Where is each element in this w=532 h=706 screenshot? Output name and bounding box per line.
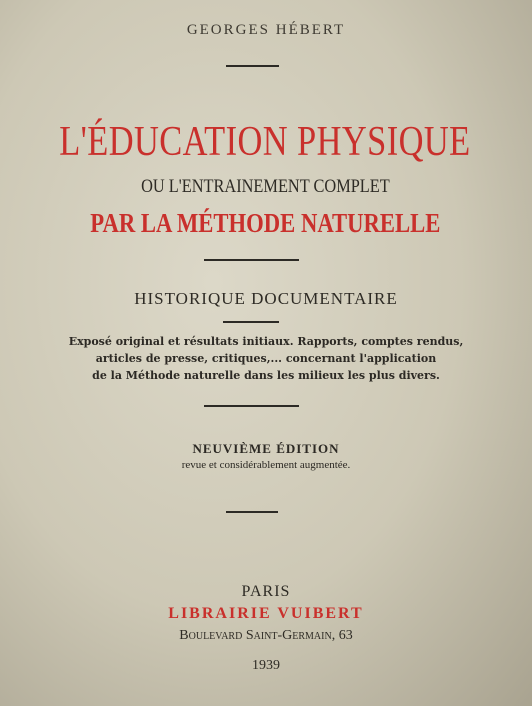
edition-label: NEUVIÈME ÉDITION (192, 441, 340, 456)
divider-rule (226, 65, 279, 67)
author-name: GEORGES HÉBERT (186, 22, 346, 38)
divider-rule (204, 405, 299, 407)
divider-rule (226, 511, 278, 513)
imprint-city: PARIS (241, 583, 291, 600)
imprint-address: Boulevard Saint-Germain, 63 (179, 628, 353, 643)
imprint-publisher: LIBRAIRIE VUIBERT (168, 605, 364, 622)
divider-rule (204, 259, 299, 261)
book-title: L'ÉDUCATION PHYSIQUE (59, 119, 471, 165)
description-line: Exposé original et résultats initiaux. Rapports, comptes rendus, (68, 335, 464, 348)
description-line: articles de presse, critiques,... concernant l'application (95, 352, 437, 365)
book-subtitle: OU L'ENTRAINEMENT COMPLET (141, 176, 390, 197)
book-subtitle-method: PAR LA MÉTHODE NATURELLE (90, 208, 441, 238)
section-title: HISTORIQUE DOCUMENTAIRE (134, 289, 398, 308)
edition-note: revue et considérablement augmentée. (181, 459, 351, 471)
description-line: de la Méthode naturelle dans les milieux les plus divers. (92, 369, 440, 382)
divider-rule (223, 321, 279, 323)
imprint-year: 1939 (252, 658, 280, 673)
